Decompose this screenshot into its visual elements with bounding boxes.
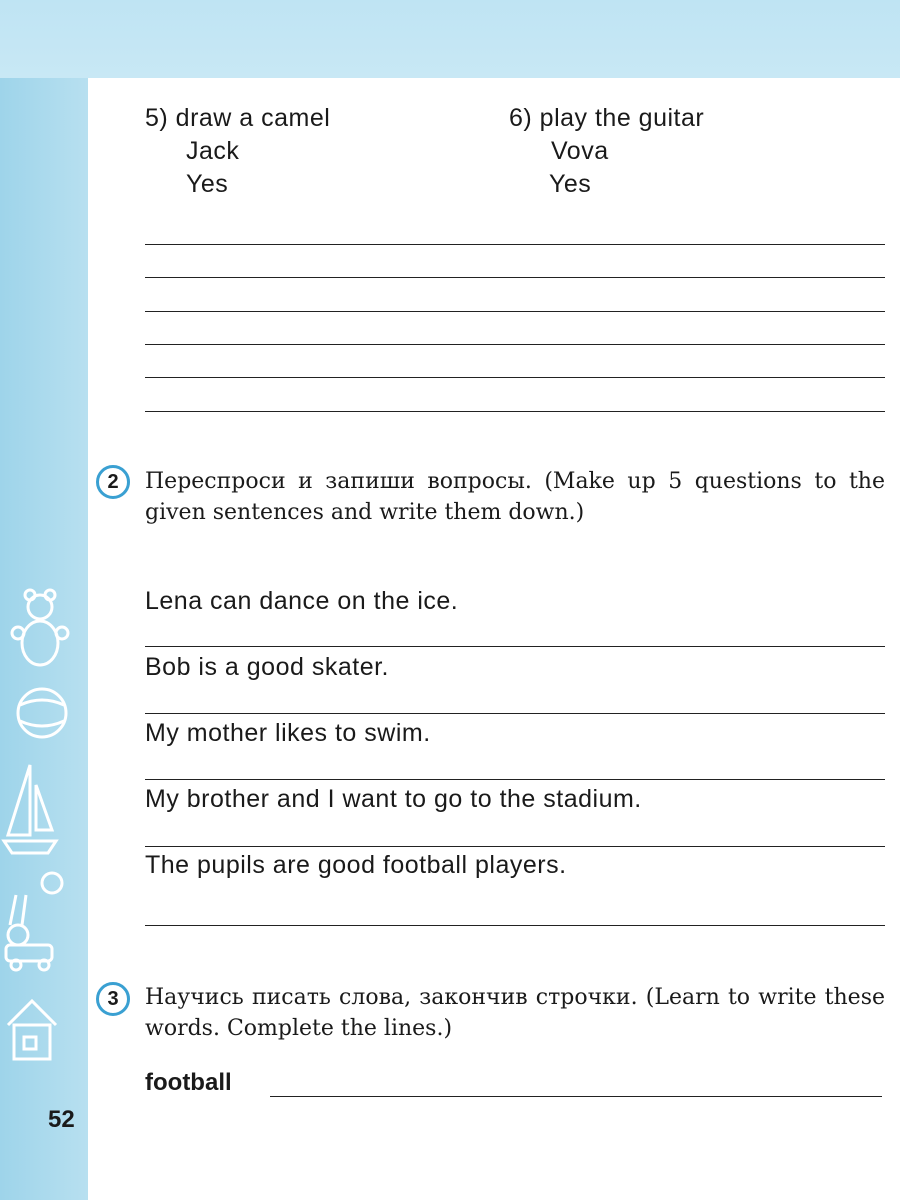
practice-word: football [145,1069,232,1096]
practice-line[interactable] [270,1096,882,1097]
answer-line[interactable] [145,311,885,312]
answer-line[interactable] [145,377,885,378]
item-5-label: 5) draw a camel [145,104,331,132]
item-5-name: Jack [186,137,240,165]
sailboat-icon [4,765,56,853]
task-2-sentence: The pupils are good football players. [145,851,567,879]
task-2-sentence: My mother likes to swim. [145,719,431,747]
bunny-car-icon [6,895,52,970]
house-icon [8,1001,56,1059]
answer-line[interactable] [145,277,885,278]
margin-decorations [0,585,80,1095]
item-5-answer: Yes [186,170,229,198]
small-ball-icon [42,873,62,893]
answer-line[interactable] [145,779,885,780]
teddy-bear-icon [12,590,68,665]
item-6-answer: Yes [549,170,592,198]
page-number: 52 [48,1106,75,1133]
top-margin-band [0,0,900,78]
answer-line[interactable] [145,244,885,245]
answer-line[interactable] [145,846,885,847]
answer-line[interactable] [145,925,885,926]
task-2-sentence: My brother and I want to go to the stadium. [145,785,642,813]
task-2-sentence: Lena can dance on the ice. [145,587,459,615]
item-6-label: 6) play the guitar [509,104,705,132]
task-2-instruction: Переспроси и запиши вопросы. (Make up 5 questions to the given sentences and write them down.) [145,469,885,525]
item-6-name: Vova [551,137,609,165]
task-3-number-badge: 3 [96,982,130,1016]
task-2-number-badge: 2 [96,465,130,499]
ball-icon [18,689,66,737]
answer-line[interactable] [145,713,885,714]
task-2-sentence: Bob is a good skater. [145,653,389,681]
answer-line[interactable] [145,344,885,345]
task-3-instruction: Научись писать слова, закончив строчки. (Learn to write these words. Complete the lines.) [145,985,885,1041]
answer-line[interactable] [145,646,885,647]
answer-line[interactable] [145,411,885,412]
